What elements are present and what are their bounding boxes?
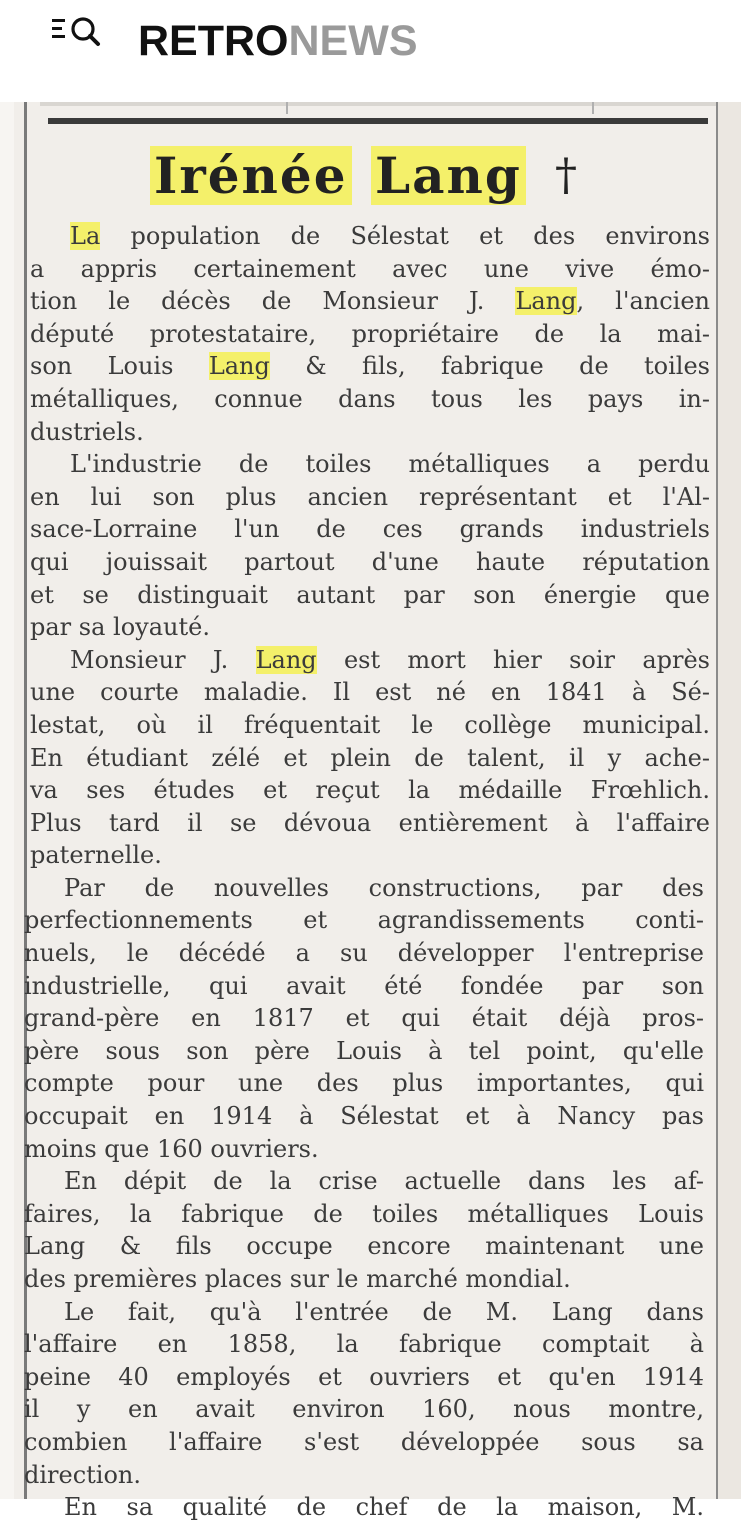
line-text: métalliques, connue dans tous les pays in-	[30, 384, 710, 413]
article-line	[30, 644, 710, 677]
scan-tick	[592, 102, 594, 114]
article-line	[30, 383, 710, 416]
highlighted-term: La	[70, 222, 101, 250]
title-word-irenee: Irénée	[150, 146, 352, 205]
article-line	[24, 1133, 704, 1166]
article-line	[24, 1426, 704, 1459]
article-line	[24, 1328, 704, 1361]
line-text: industrielle, qui avait été fondée par son	[24, 971, 704, 1000]
line-text: par sa loyauté.	[30, 613, 210, 642]
line-text: population de Sélestat et des environs	[100, 222, 710, 250]
line-text: lestat, où il fréquentait le collège municipal.	[30, 710, 710, 739]
line-text: va ses études et reçut la médaille Frœhlich.	[30, 776, 710, 805]
line-text: sace-Lorraine l'un de ces grands industriels	[30, 515, 710, 544]
line-text: compte pour une des plus importantes, qui	[24, 1069, 704, 1098]
article-line	[30, 253, 710, 286]
article-line	[24, 1035, 704, 1068]
article-line	[30, 579, 710, 612]
line-text: a appris certainement avec une vive émo-	[30, 254, 710, 283]
title-word-lang: Lang	[371, 146, 526, 205]
line-text: Par de nouvelles constructions, par des	[64, 873, 704, 902]
article-line	[24, 1067, 704, 1100]
article-line	[30, 839, 710, 872]
retronews-logo[interactable]	[138, 18, 418, 64]
article-line	[30, 481, 710, 514]
article-line	[24, 970, 704, 1003]
article-line	[30, 774, 710, 807]
line-text: En étudiant zélé et plein de talent, il y ache-	[30, 743, 710, 772]
line-text: , l'ancien	[576, 287, 711, 316]
line-text: une courte maladie. Il est né en 1841 à Sé-	[30, 678, 710, 707]
line-text: combien l'affaire s'est développée sous sa	[24, 1427, 704, 1456]
article-line	[24, 904, 704, 937]
menu-search-icon[interactable]	[50, 12, 106, 52]
logo-retro: RETRO	[138, 17, 289, 65]
article-line	[30, 611, 710, 644]
line-text: grand-père en 1817 et qui était déjà pros-	[24, 1004, 704, 1033]
article-line	[30, 709, 710, 742]
line-text: moins que 160 ouvriers.	[24, 1134, 319, 1163]
line-text: peine 40 employés et ouvriers et qu'en 1914	[24, 1362, 704, 1391]
line-text: est mort hier soir après	[316, 645, 710, 674]
line-text: député protestataire, propriétaire de la mai-	[30, 319, 710, 348]
line-text: nuels, le décédé a su développer l'entreprise	[24, 939, 704, 968]
article-line	[24, 1230, 704, 1263]
article-line	[24, 872, 704, 905]
line-text: Plus tard il se dévoua entièrement à l'affaire	[30, 808, 710, 837]
line-text: faires, la fabrique de toiles métalliques Louis	[24, 1199, 704, 1228]
line-text: en lui son plus ancien représentant et l'Al-	[30, 482, 710, 511]
article-body	[24, 220, 711, 1524]
article-line	[30, 513, 710, 546]
article-line	[30, 807, 710, 840]
line-text: En sa qualité de chef de la maison, M.	[64, 1493, 704, 1522]
article-line	[24, 1198, 704, 1231]
line-text: et se distinguait autant par son énergie que	[30, 580, 710, 609]
article-line	[24, 1361, 704, 1394]
dagger-symbol: †	[555, 150, 577, 201]
highlighted-term: Lang	[208, 352, 270, 381]
article-line	[30, 546, 710, 579]
app-header	[0, 0, 741, 102]
line-text: perfectionnements et agrandissements conti-	[24, 906, 704, 935]
article-line	[24, 1100, 704, 1133]
article-line	[30, 285, 710, 318]
line-text: son Louis	[30, 352, 209, 381]
line-text: Lang & fils occupe encore maintenant une	[24, 1232, 704, 1261]
article-line	[24, 1459, 704, 1492]
line-text: paternelle.	[30, 841, 162, 870]
article-line	[30, 416, 710, 449]
article-line	[24, 1393, 704, 1426]
line-text: occupait en 1914 à Sélestat et à Nancy pas	[24, 1102, 704, 1131]
article-line	[30, 220, 710, 253]
article-line	[24, 1002, 704, 1035]
scan-top-strip	[40, 102, 720, 106]
scan-tick	[286, 102, 288, 114]
line-text: & fils, fabrique de toiles	[269, 352, 710, 381]
article-line	[24, 1296, 704, 1329]
line-text: Monsieur J.	[70, 645, 256, 674]
line-text: père sous son père Louis à tel point, qu'elle	[24, 1036, 704, 1065]
article-separator-bar	[48, 118, 708, 124]
article-line	[24, 937, 704, 970]
line-text: Le fait, qu'à l'entrée de M. Lang dans	[64, 1297, 704, 1326]
line-text: qui jouissait partout d'une haute réputation	[30, 547, 710, 576]
line-text: des premières places sur le marché mondial.	[24, 1265, 571, 1293]
article-line	[30, 350, 710, 383]
article-line	[24, 1263, 704, 1296]
line-text: dustriels.	[30, 417, 144, 446]
line-text: En dépit de la crise actuelle dans les af-	[64, 1167, 704, 1196]
article-line	[30, 448, 710, 481]
article-title	[150, 146, 526, 206]
newspaper-scan[interactable]	[0, 102, 741, 1522]
line-text: L'industrie de toiles métalliques a perdu	[70, 450, 710, 479]
article-line	[24, 1491, 704, 1524]
highlighted-term: Lang	[515, 287, 577, 316]
scan-left-edge	[0, 102, 14, 1499]
line-text: il y en avait environ 160, nous montre,	[24, 1395, 704, 1424]
logo-news: NEWS	[288, 17, 418, 65]
article-line	[30, 742, 710, 775]
scan-right-margin	[718, 102, 741, 1499]
line-text: direction.	[24, 1460, 142, 1489]
article-line	[30, 318, 710, 351]
line-text: l'affaire en 1858, la fabrique comptait à	[24, 1330, 704, 1359]
article-line	[24, 1165, 704, 1198]
article-line	[30, 676, 710, 709]
highlighted-term: Lang	[255, 645, 317, 674]
line-text: tion le décès de Monsieur J.	[30, 287, 516, 316]
